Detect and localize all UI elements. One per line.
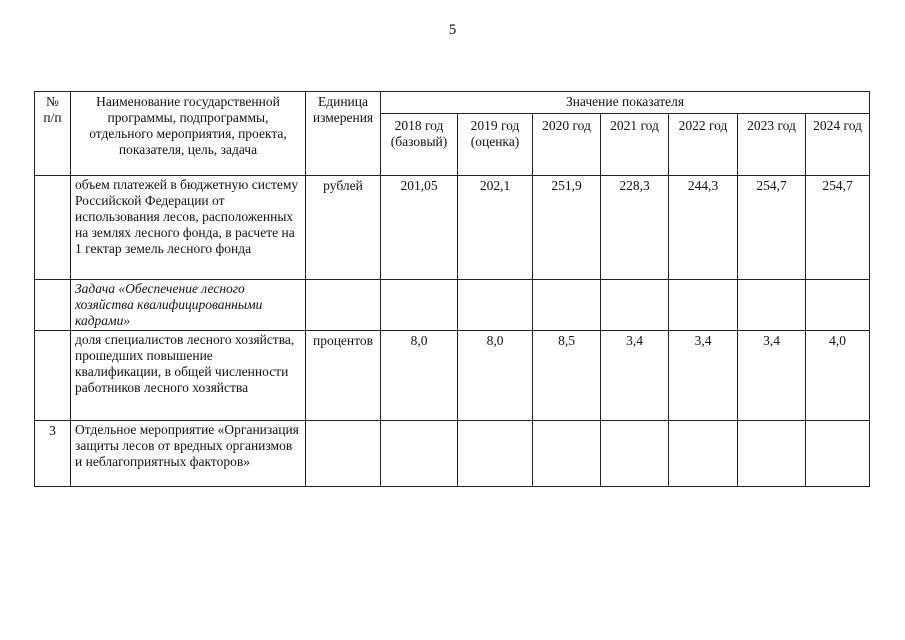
header-group-label: Значение показателя [565,94,685,109]
unit-cell [306,280,381,331]
value-cell [381,280,458,331]
value-cell-text: 8,0 [486,333,504,348]
value-cell [381,176,458,280]
value-cell-text: 3,4 [626,333,643,348]
header-year-cell [806,114,870,176]
value-cell [458,176,533,280]
header-year-label: 2021 год [610,118,659,133]
value-cell [738,331,806,421]
unit-cell-text: процентов [312,333,373,348]
table-row [35,331,870,421]
table-row [35,176,870,280]
page-number: 5 [448,22,457,38]
value-cell-text: 3,4 [763,333,780,348]
value-cell-text: 201,05 [400,178,438,193]
header-number-label: № п/п [43,94,62,125]
unit-cell [306,331,381,421]
value-cell [806,421,870,487]
header-year-label: 2023 год [747,118,796,133]
value-cell [381,331,458,421]
value-cell [601,421,669,487]
indicator-name-cell [71,421,306,487]
value-cell [458,331,533,421]
value-cell-text: 8,5 [558,333,575,348]
value-cell [738,280,806,331]
value-cell [533,331,601,421]
unit-cell [306,421,381,487]
header-year-cell [533,114,601,176]
value-cell [601,176,669,280]
header-name-label: Наименование государственной программы, подпрограммы, отдельного мероприятия, проекта, показателя, цель, задача [89,94,287,157]
header-year-cell [738,114,806,176]
indicator-name-cell-text: Отдельное мероприятие «Организация защиты лесов от вредных организмов и неблагоприятных факторов» [75,422,299,469]
value-cell-text: 228,3 [619,178,650,193]
indicator-table [34,91,870,487]
value-cell [669,331,738,421]
value-cell [806,176,870,280]
value-cell [533,176,601,280]
value-cell [381,421,458,487]
header-year-cell [381,114,458,176]
value-cell [458,421,533,487]
indicator-name-cell-text: объем платежей в бюджетную систему Российской Федерации от использования лесов, расположенных на землях лесного фонда, в расчете на 1 гектар земель лесного фонда [75,177,299,256]
value-cell [669,421,738,487]
value-cell [738,176,806,280]
value-cell [601,331,669,421]
value-cell-text: 251,9 [551,178,582,193]
value-cell [458,280,533,331]
value-cell [533,280,601,331]
header-year-label: 2018 год (базовый) [390,118,448,149]
header-row [35,92,870,114]
value-cell-text: 254,7 [822,178,853,193]
value-cell [601,280,669,331]
row-number-cell [35,331,71,421]
header-year-label: 2022 год [678,118,728,133]
value-cell [738,421,806,487]
row-number-cell [35,421,71,487]
value-cell [806,280,870,331]
indicator-name-cell [71,331,306,421]
value-cell-text: 4,0 [829,333,846,348]
row-number-cell [35,176,71,280]
value-cell-text: 244,3 [687,178,719,193]
value-cell [669,280,738,331]
header-year-label: 2024 год [813,118,862,133]
header-unit-label: Единица измерения [312,94,374,125]
unit-cell-text: рублей [323,178,363,193]
value-cell-text: 254,7 [756,178,787,193]
indicator-name-cell [71,280,306,331]
indicator-name-cell-text: доля специалистов лесного хозяйства, прошедших повышение квалификации, в общей численности работников лесного хозяйства [75,332,295,395]
header-year-label: 2019 год (оценка) [470,118,520,149]
value-cell [533,421,601,487]
header-name-cell [71,92,306,176]
indicator-name-cell [71,176,306,280]
header-year-cell [458,114,533,176]
value-cell-text: 202,1 [479,178,511,193]
header-year-cell [601,114,669,176]
value-cell [806,331,870,421]
value-cell [669,176,738,280]
indicator-name-cell-text: Задача «Обеспечение лесного хозяйства квалифицированными кадрами» [75,281,263,328]
row-number-cell-text: 3 [49,423,56,438]
table-row [35,421,870,487]
table-row [35,280,870,331]
row-number-cell [35,280,71,331]
header-year-label: 2020 год [542,118,591,133]
header-year-cell [669,114,738,176]
value-cell-text: 8,0 [410,333,428,348]
header-number-cell [35,92,71,176]
header-group-cell [381,92,870,114]
unit-cell [306,176,381,280]
header-unit-cell [306,92,381,176]
value-cell-text: 3,4 [694,333,712,348]
